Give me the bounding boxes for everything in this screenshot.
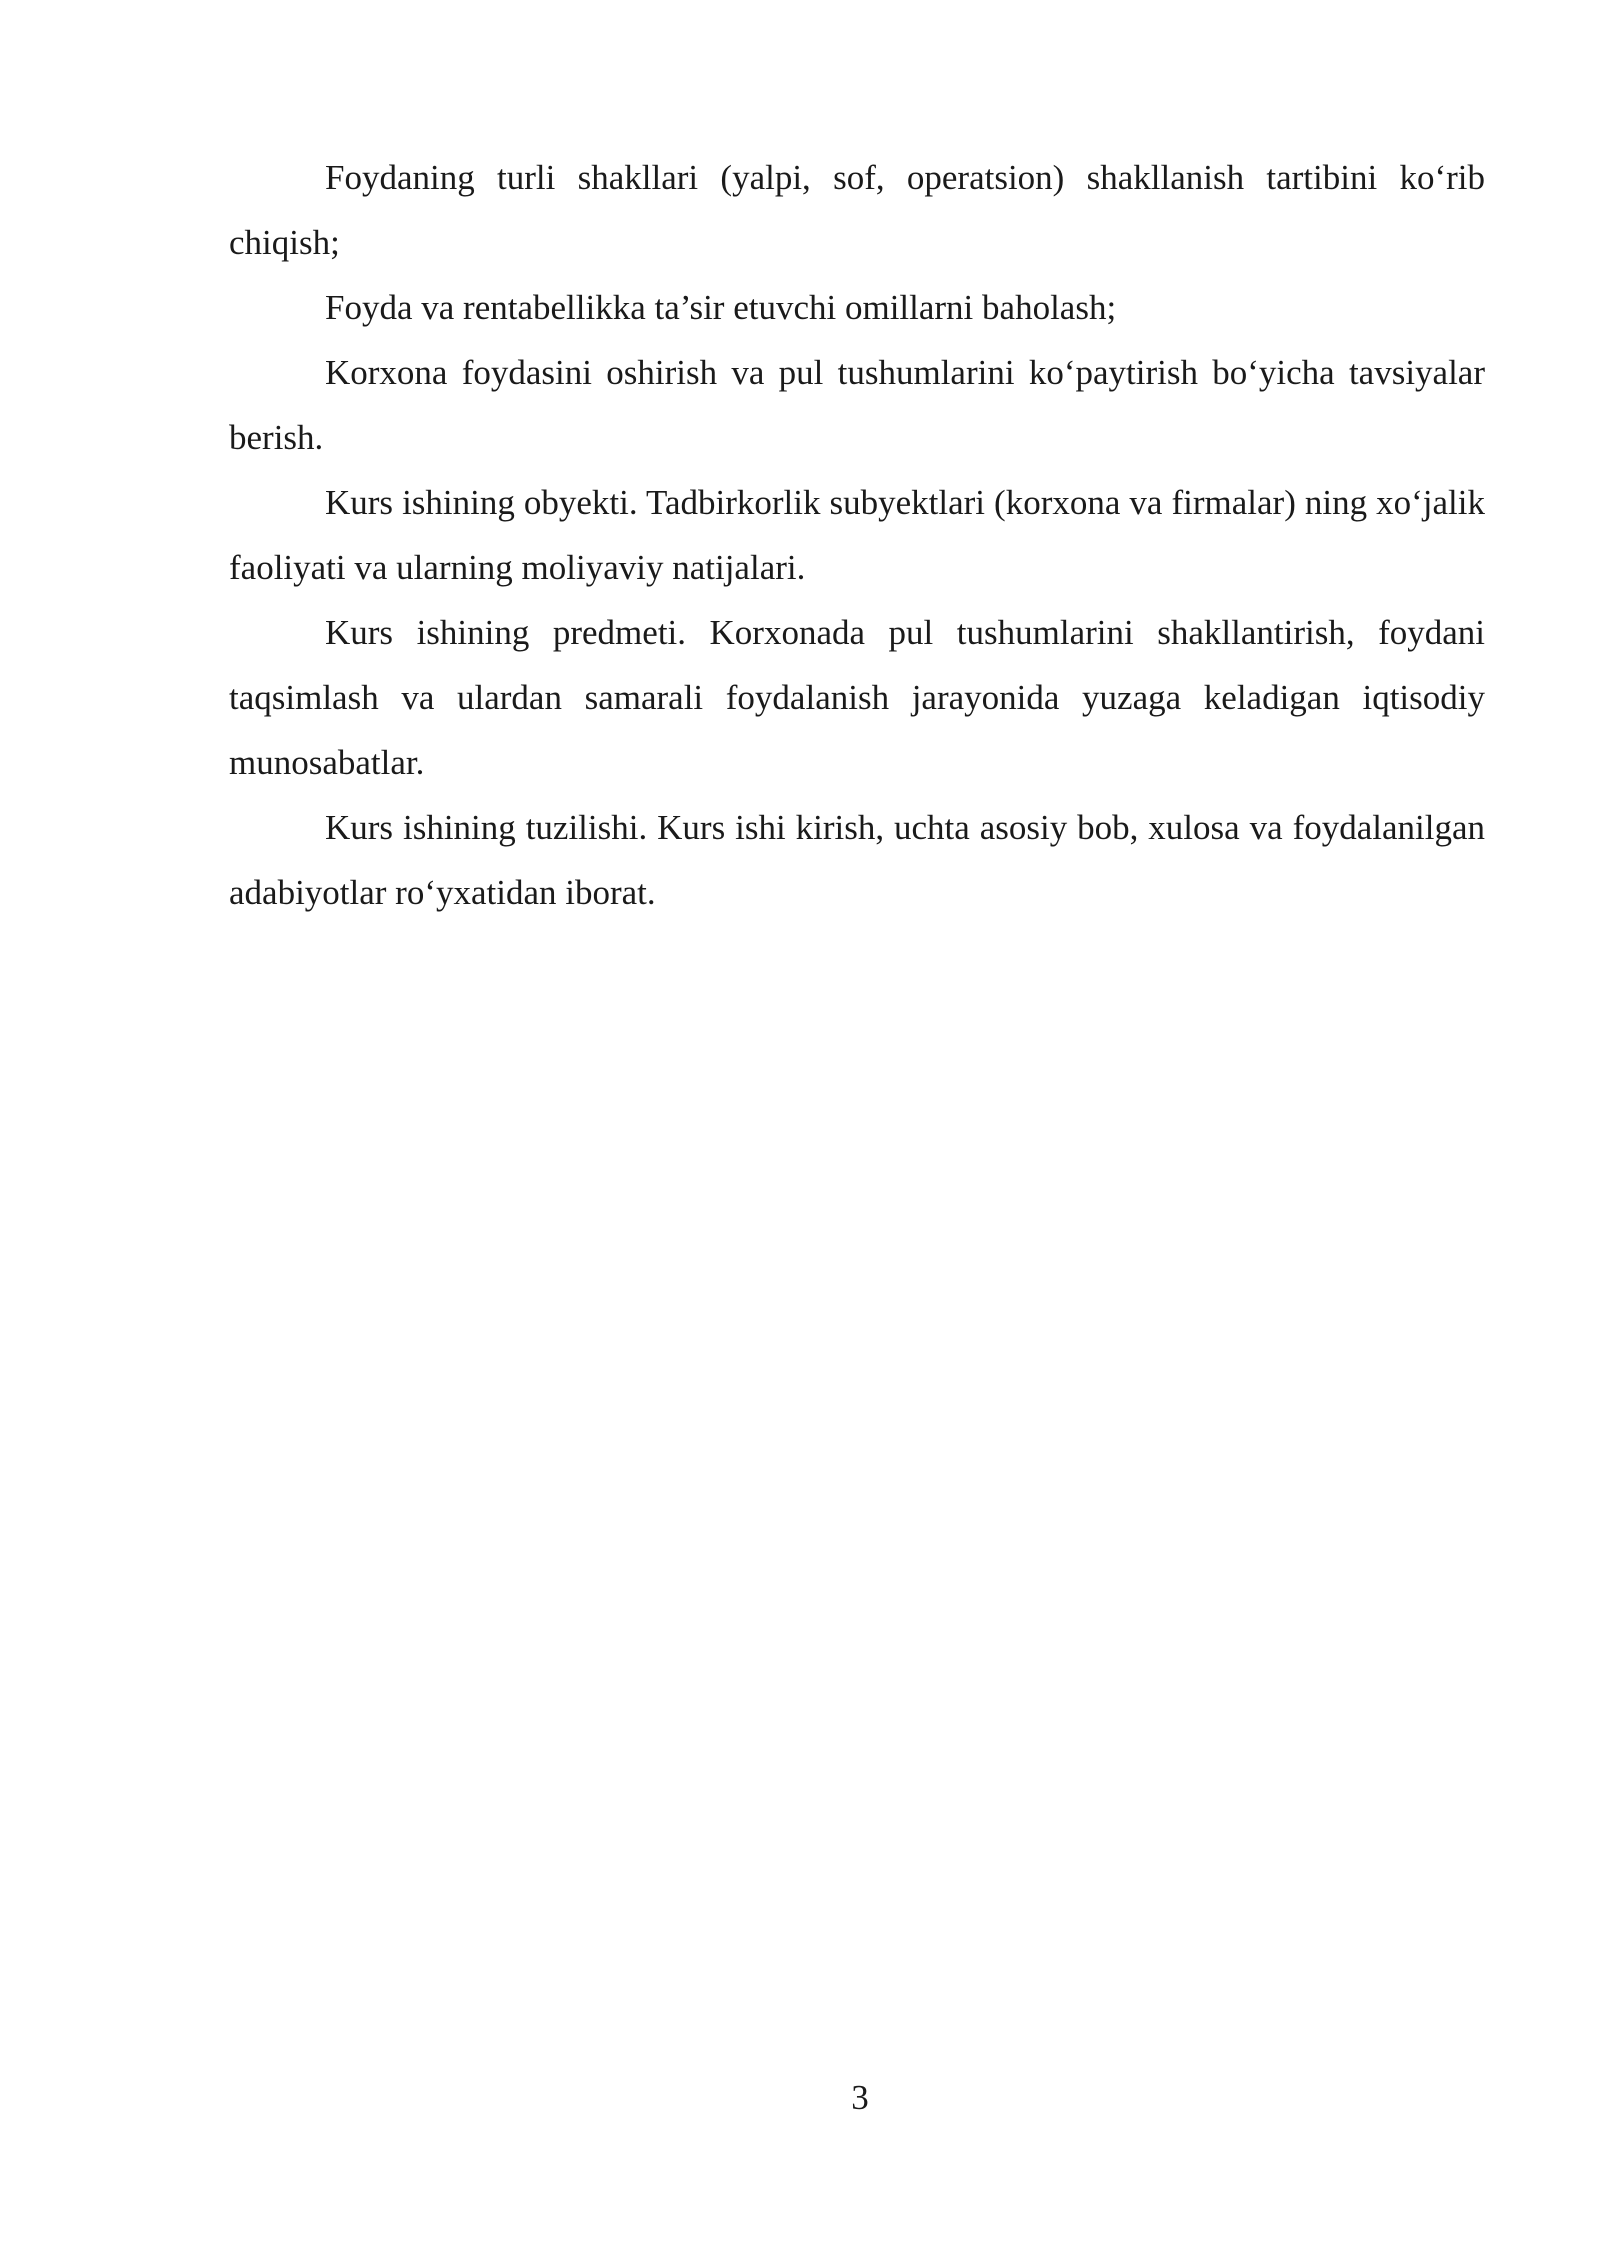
- paragraph-research-object: Kurs ishining obyekti. Tadbirkorlik subyektlari (korxona va firmalar) ning xo‘jalik faoliyati va ularning moliyaviy natijalari.: [229, 483, 1485, 587]
- paragraph-goal-factors: Foyda va rentabellikka ta’sir etuvchi omillarni baholash;: [325, 288, 1117, 327]
- paragraph-goal-recommendations: Korxona foydasini oshirish va pul tushumlarini ko‘paytirish bo‘yicha tavsiyalar berish.: [229, 353, 1485, 457]
- paragraph-research-subject: Kurs ishining predmeti. Korxonada pul tushumlarini shakllantirish, foydani taqsimlash va ulardan samarali foydalanish jarayonida yuzaga keladigan iqtisodiy munosabatlar.: [229, 613, 1485, 782]
- paragraph-work-structure: Kurs ishining tuzilishi. Kurs ishi kirish, uchta asosiy bob, xulosa va foydalanilgan adabiyotlar ro‘yxatidan iborat.: [229, 808, 1485, 912]
- body-text: [229, 145, 1485, 925]
- paragraph-goal-profit-forms: Foydaning turli shakllari (yalpi, sof, operatsion) shakllanish tartibini ko‘rib chiqish;: [229, 158, 1485, 262]
- page-number: 3: [851, 2078, 869, 2117]
